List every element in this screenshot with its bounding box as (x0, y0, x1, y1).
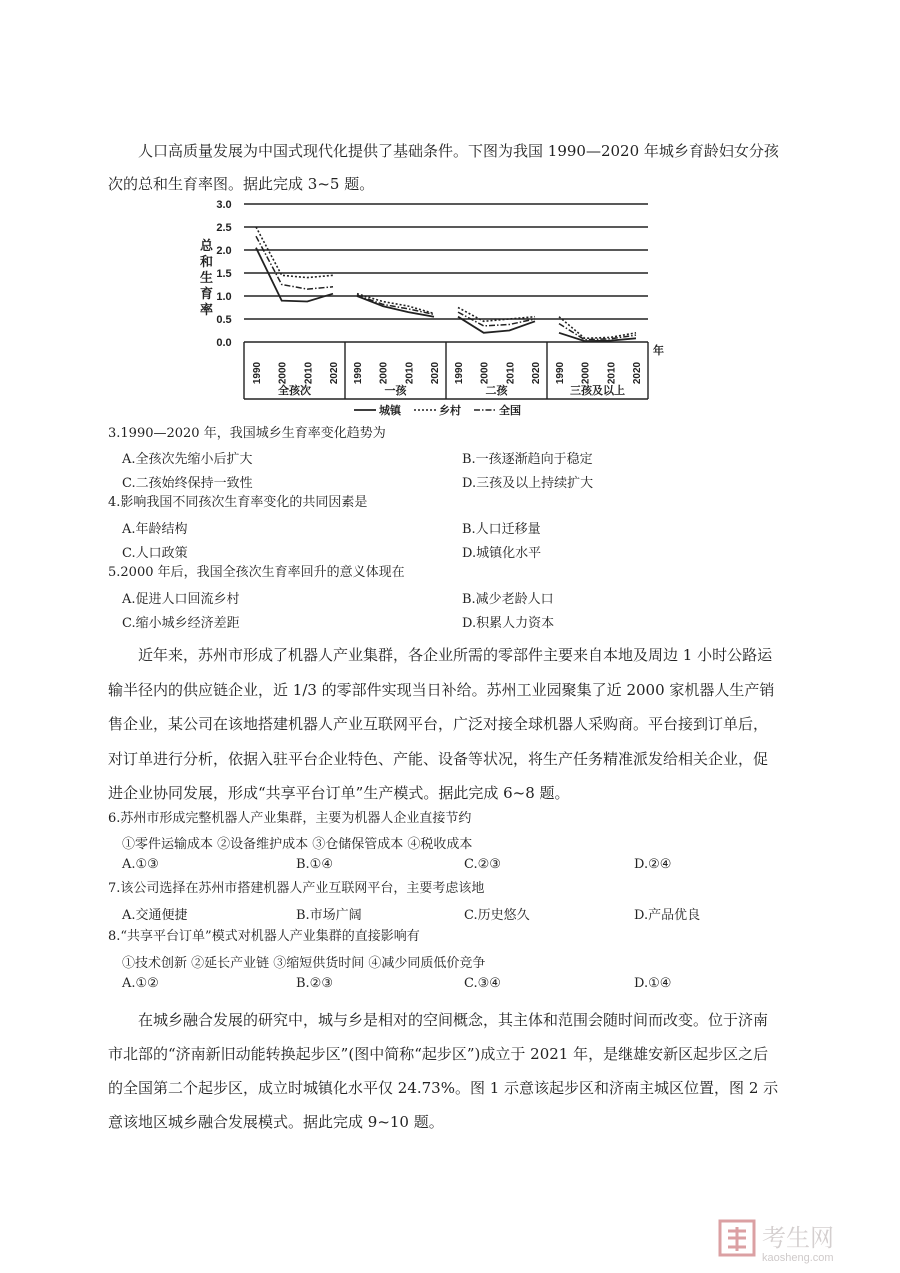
question-4-stem: 4.影响我国不同孩次生育率变化的共同因素是 (108, 495, 368, 510)
question-7-option-d[interactable]: D.产品优良 (634, 908, 701, 923)
question-4-option-b[interactable]: B.人口迁移量 (462, 522, 541, 537)
question-3-option-a[interactable]: A.全孩次先缩小后扩大 (122, 452, 253, 467)
x-unit-label: 年 (653, 345, 664, 357)
question-8-option-a[interactable]: A.①② (122, 976, 159, 991)
y-tick-label: 3.0 (216, 199, 232, 211)
question-6-stem: 6.苏州市形成完整机器人产业集群，主要为机器人企业直接节约 (108, 811, 472, 826)
question-5-stem: 5.2000 年后，我国全孩次生育率回升的意义体现在 (108, 565, 405, 580)
x-tick-label: 2010 (606, 361, 618, 385)
x-tick-label: 2010 (303, 361, 315, 385)
watermark-logo (718, 1215, 888, 1265)
series-line-城镇 (256, 248, 333, 302)
intro-paragraph-2: 近年来，苏州市形成了机器人产业集群，各企业所需的零部件主要来自本地及周边 1 小时公路运输半径内的供应链企业，近 1/3 的零部件实现当日补给。苏州工业园聚集了近 2000 家机器人生产销售企业，某公司在该地搭建机器人产业互联网平台，广泛对接全球机器人采购商。平台接到订单后，对订单进行分析，依据入驻平台企业特色、产能、设备等状况，将生产任务精准派发给相关企业，促进企业协同发展，形成“共享平台订单”生产模式。据此完成 6~8 题。 (108, 646, 775, 802)
chart-ylabel-char: 率 (200, 302, 214, 317)
x-tick-label: 2000 (378, 361, 390, 385)
intro-paragraph-3: 在城乡融合发展的研究中，城与乡是相对的空间概念，其主体和范围会随时间而改变。位于济南市北部的“济南新旧动能转换起步区”(图中简称“起步区”)成立于 2021 年，是继雄安新区起步区之后的全国第二个起步区，成立时城镇化水平仅 24.73%。图 1 示意该起步区和济南主城区位置，图 2 示意该地区城乡融合发展模式。据此完成 9~10 题。 (108, 1011, 779, 1131)
series-line-乡村 (559, 317, 636, 339)
panel-label: 全孩次 (278, 385, 311, 397)
intro-paragraph-1: 人口高质量发展为中国式现代化提供了基础条件。下图为我国 1990—2020 年城乡育龄妇女分孩次的总和生育率图。据此完成 3~5 题。 (108, 142, 779, 193)
x-tick-label: 2020 (531, 361, 542, 385)
question-6-option-b[interactable]: B.①④ (296, 857, 333, 872)
fertility-rate-chart (198, 196, 664, 421)
chart-ylabel-char: 和 (200, 254, 214, 269)
question-8-option-b[interactable]: B.②③ (296, 976, 333, 991)
question-8-items: ①技术创新 ②延长产业链 ③缩短供货时间 ④减少同质低价竞争 (122, 956, 486, 971)
y-tick-label: 1.5 (216, 268, 232, 280)
question-8-option-c[interactable]: C.③④ (464, 976, 501, 991)
question-5-option-a[interactable]: A.促进人口回流乡村 (122, 592, 240, 607)
question-6-option-a[interactable]: A.①③ (122, 857, 159, 872)
question-7-option-b[interactable]: B.市场广阔 (296, 908, 362, 923)
question-3-stem: 3.1990—2020 年，我国城乡生育率变化趋势为 (108, 426, 386, 441)
watermark-name: 考生网 (762, 1225, 834, 1252)
x-tick-label: 1990 (555, 361, 566, 385)
x-tick-label: 2000 (479, 361, 491, 385)
x-tick-label: 1990 (353, 361, 364, 385)
x-tick-label: 2000 (277, 361, 289, 385)
legend-label: 城镇 (379, 405, 401, 417)
legend-label: 乡村 (439, 405, 461, 417)
question-5-option-c[interactable]: C.缩小城乡经济差距 (122, 616, 240, 631)
x-tick-label: 2020 (329, 361, 340, 385)
series-line-全国 (256, 236, 333, 289)
watermark-icon (718, 1215, 888, 1265)
x-tick-label: 1990 (252, 361, 263, 385)
x-tick-label: 2020 (632, 361, 643, 385)
question-6-option-c[interactable]: C.②③ (464, 857, 501, 872)
chart-ylabel-char: 总 (200, 238, 214, 253)
y-tick-label: 2.5 (216, 222, 232, 234)
question-4-option-a[interactable]: A.年龄结构 (122, 522, 188, 537)
legend-label: 全国 (499, 405, 521, 417)
y-tick-label: 0.0 (216, 337, 232, 349)
chart-ylabel-char: 生 (200, 270, 214, 285)
question-5-option-d[interactable]: D.积累人力资本 (462, 616, 555, 631)
y-tick-label: 1.0 (216, 291, 232, 303)
x-tick-label: 2020 (430, 361, 441, 385)
x-tick-label: 1990 (454, 361, 465, 385)
watermark-url: kaosheng.com (762, 1252, 834, 1264)
question-3-option-c[interactable]: C.二孩始终保持一致性 (122, 476, 253, 491)
question-3-option-b[interactable]: B.一孩逐渐趋向于稳定 (462, 452, 593, 467)
y-tick-label: 2.0 (216, 245, 232, 257)
question-8-stem: 8.“共享平台订单”模式对机器人产业集群的直接影响有 (108, 929, 420, 944)
x-tick-label: 2010 (505, 361, 517, 385)
question-5-option-b[interactable]: B.减少老龄人口 (462, 592, 554, 607)
panel-label: 二孩 (485, 385, 508, 397)
chart-ylabel (200, 238, 214, 317)
y-tick-label: 0.5 (216, 314, 232, 326)
question-4-option-d[interactable]: D.城镇化水平 (462, 546, 542, 561)
question-6-items: ①零件运输成本 ②设备维护成本 ③仓储保管成本 ④税收成本 (122, 837, 473, 852)
x-tick-label: 2000 (580, 361, 592, 385)
question-7-option-a[interactable]: A.交通便捷 (122, 908, 188, 923)
chart-ylabel-char: 育 (200, 286, 214, 301)
panel-label: 一孩 (384, 385, 407, 397)
question-6-option-d[interactable]: D.②④ (634, 857, 672, 872)
question-7-stem: 7.该公司选择在苏州市搭建机器人产业互联网平台，主要考虑该地 (108, 881, 485, 896)
question-4-option-c[interactable]: C.人口政策 (122, 546, 188, 561)
question-3-option-d[interactable]: D.三孩及以上持续扩大 (462, 476, 594, 491)
question-7-option-c[interactable]: C.历史悠久 (464, 908, 530, 923)
x-tick-label: 2010 (404, 361, 416, 385)
question-8-option-d[interactable]: D.①④ (634, 976, 672, 991)
panel-label: 三孩及以上 (570, 385, 625, 397)
